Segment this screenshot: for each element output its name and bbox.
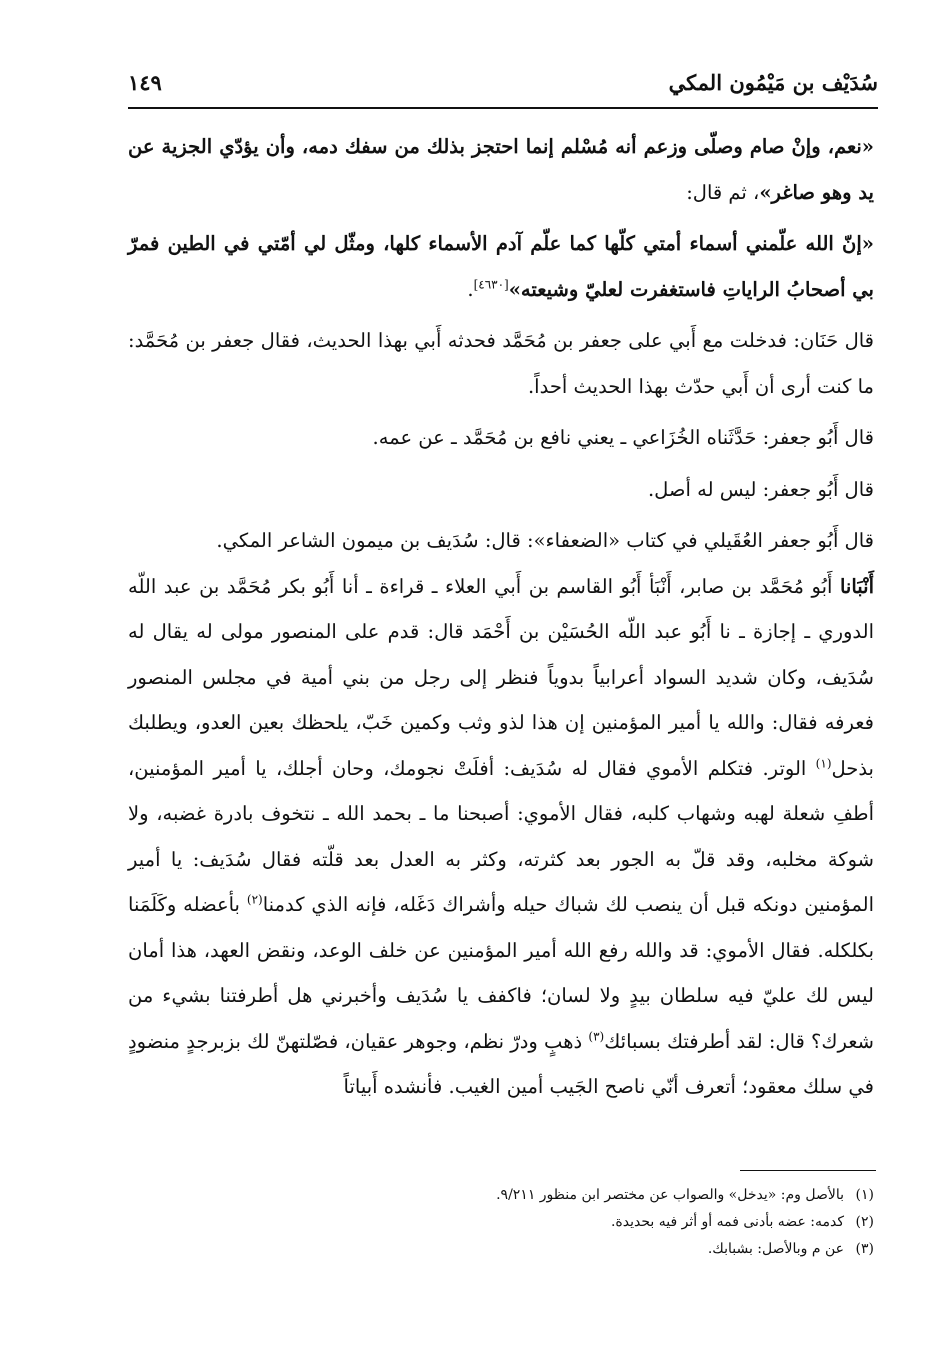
paragraph-3: قال حَنَان: فدخلت مع أَبي على جعفر بن مُحَمَّد فحدثه أَبي بهذا الحديث، فقال جعفر بن مُحَمَّد: ما كنت أرى أن أَبي حدّث بهذا الحديث أحداً. [128,329,874,398]
footnote-text: عن م وبالأصل: بشبابك. [707,1241,844,1257]
paragraph-1 [128,124,874,215]
paragraph-7-part-a: أَبُو مُحَمَّد بن صابر، أَنْبَأ أَبُو القاسم بن أَبي العلاء ـ قراءة ـ أنا أَبُو بكر مُحَمَّد بن عبد اللّه الدوري ـ إجازة ـ نا أَبُو عبد اللّه الحُسَيْن بن أَحْمَد قال: قدم على المنصور مولى له يقال له سُدَيف، وكان شديد السواد أعرابياً بدوياً فنظر إلى رجل من بني أمية في مجلس المنصور فعرفه فقال: والله يا أمير المؤمنين إن هذا لذو وثب وكمين خَبّ، يلحظك بعين العدو، ويطلبك بذحل [128,574,874,780]
footnote-3 [314,1236,874,1263]
running-title: سُدَيْف بن مَيْمُون المكي [668,70,878,95]
hadith-quote-2: «إنّ الله علّمني أسماء أمتي كلّها كما علّم آدم الأسماء كلها، ومثّل لي أمّتي في الطين فمرّ بي أصحابُ الراياتِ فاستغفرت لعليّ وشيعته» [128,232,874,301]
footnote-marker-3: (٣) [588,1029,605,1043]
paragraph-7-part-b: الوتر. فتكلم الأموي فقال له سُدَيف: أفلَتْ نجومك، وحان أجلك، يا أمير المؤمنين، أطفِ شعلة لهبه وشهاب كلبه، فقال الأموي: أصبحنا ما ـ بحمد الله ـ نتخوف بادرة غضبه، ولا شوكة مخلبه، وقد قلّ به الجور بعد كثرته، وكثر به العدل بعد قلّته فقال سُدَيف: يا أمير المؤمنين دونكه قبل أن ينصب لك شباك حيله وأشراك دَغَله، فإنه الذي كدمنا [128,756,874,916]
paragraph-4: قال أَبُو جعفر: حَدَّثَناه الخُزَاعي ـ يعني نافع بن مُحَمَّد ـ عن عمه. [372,426,874,449]
footnote-number: (٣) [855,1241,874,1257]
paragraph-6: قال أَبُو جعفر العُقَيلي في كتاب «الضعفاء»: قال: سُدَيف بن ميمون الشاعر المكي. [216,529,874,552]
paragraph-2-end: . [467,277,474,301]
hadith-quote-1: «نعم، وإنْ صام وصلّى وزعم أنه مُسْلم إنما احتجز بذلك من سفك دمه، وأن يؤدّي الجزية عن يد وهو صاغر» [128,135,874,204]
paragraph-7-part-c: بأعضله وكَلَمَنا بكلكله. فقال الأموي: قد والله رفع الله أمير المؤمنين عن خلف الوعد، ونقض العهد، هذا أمان ليس لك عليّ فيه سلطان بيدٍ ولا لسان؛ فاكفف يا سُدَيف وأخبرني هل أطرفتنا بشيء من شعرك؟ قال: لقد أطرفتك بسبائك [128,893,874,1053]
paragraph-2 [128,221,874,312]
footnotes [314,1182,874,1263]
paragraph-7-part-d: ذهبٍ ودرّ نظم، وجوهر عقيان، فصّلتهنّ لك بزبرجدٍ منضودٍ في سلك معقود؛ أتعرف أنّي ناصح الجَيب أمين الغيب. فأنشده أَبياتاً [128,1029,874,1098]
footnote-marker-2: (٢) [246,892,263,907]
footnote-rule [740,1170,876,1171]
footnote-text: كدمه: عضه بأدنى فمه أو أثر فيه بحديدة. [610,1214,844,1230]
footnote-marker-1: (١) [815,756,832,770]
paragraph-7-lead: أَنْبَانا [839,574,874,598]
footnote-number: (١) [855,1187,874,1203]
page-number: ١٤٩ [128,70,162,95]
page-header [128,70,878,104]
footnote-number: (٢) [855,1214,874,1230]
paragraph-7 [128,564,874,1110]
paragraph-5: قال أَبُو جعفر: ليس له أصل. [647,477,874,501]
header-rule [128,107,878,109]
paragraph-1-tail: ، ثم قال: [686,180,760,204]
main-text [128,124,874,1110]
footnote-2 [314,1209,874,1236]
hadith-reference-number: [٤٦٣٠] [473,277,509,291]
footnote-text: بالأصل وم: «يدخل» والصواب عن مختصر ابن منظور ٩/٢١١. [496,1187,844,1203]
footnote-1 [314,1182,874,1209]
